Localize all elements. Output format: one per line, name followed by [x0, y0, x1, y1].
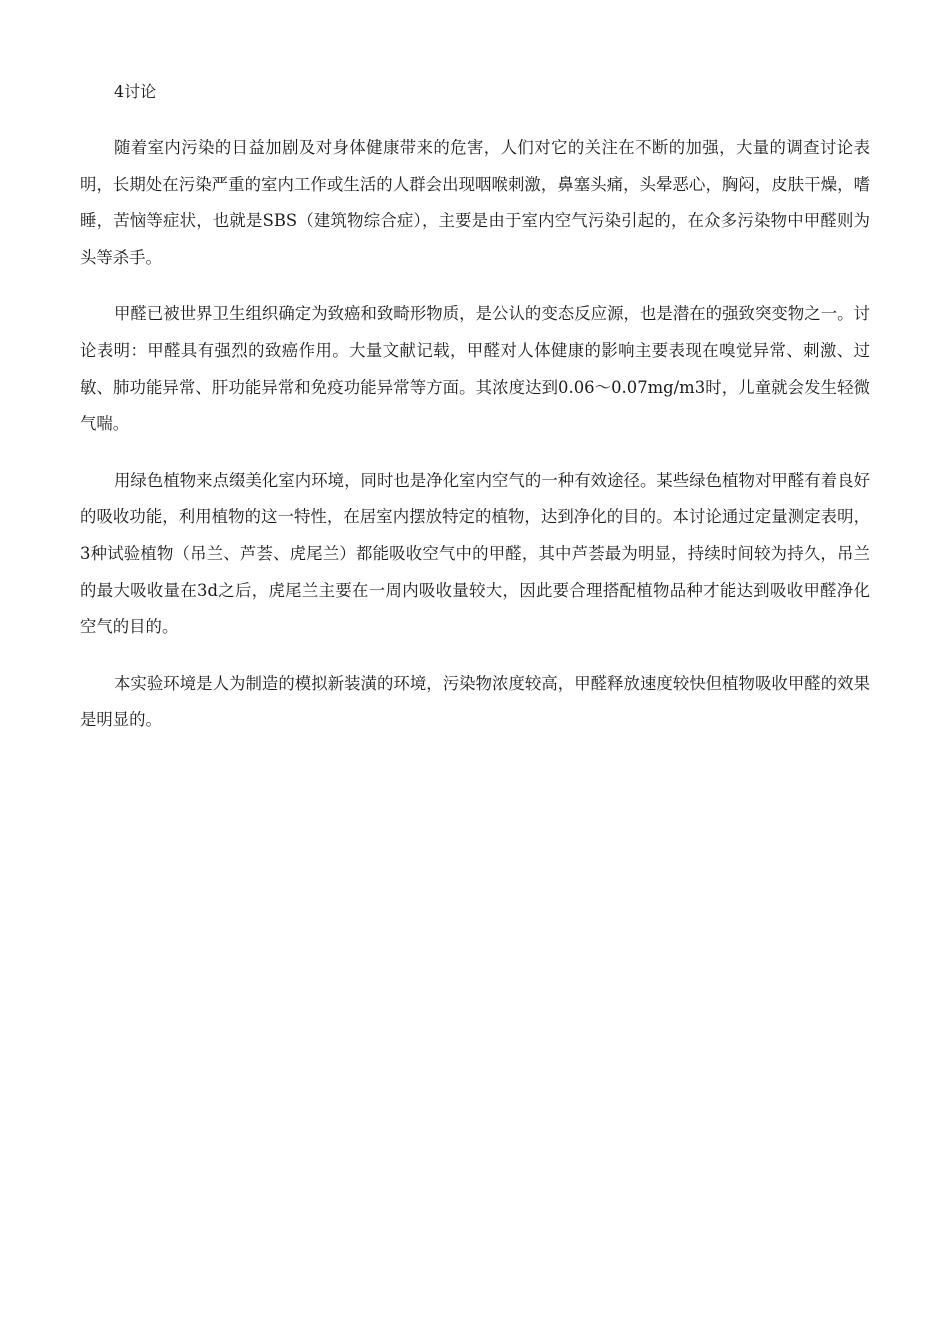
- document-page: [80, 74, 870, 759]
- paragraph-2: 甲醛已被世界卫生组织确定为致癌和致畸形物质，是公认的变态反应源，也是潜在的强致突变物之一。讨论表明：甲醛具有强烈的致癌作用。大量文献记载，甲醛对人体健康的影响主要表现在嗅觉异常、刺激、过敏、肺功能异常、肝功能异常和免疫功能异常等方面。其浓度达到0.06～0.07mg/m3时，儿童就会发生轻微气喘。: [80, 304, 870, 434]
- paragraph-3: 用绿色植物来点缀美化室内环境，同时也是净化室内空气的一种有效途径。某些绿色植物对甲醛有着良好的吸收功能，利用植物的这一特性，在居室内摆放特定的植物，达到净化的目的。本讨论通过定量测定表明，3种试验植物（吊兰、芦荟、虎尾兰）都能吸收空气中的甲醛，其中芦荟最为明显，持续时间较为持久，吊兰的最大吸收量在3d之后，虎尾兰主要在一周内吸收量较大，因此要合理搭配植物品种才能达到吸收甲醛净化空气的目的。: [80, 470, 870, 637]
- paragraph-1: 随着室内污染的日益加剧及对身体健康带来的危害，人们对它的关注在不断的加强，大量的调查讨论表明，长期处在污染严重的室内工作或生活的人群会出现咽喉刺激，鼻塞头痛，头晕恶心，胸闷，皮肤干燥，嗜睡，苦恼等症状，也就是SBS（建筑物综合症），主要是由于室内空气污染引起的，在众多污染物中甲醛则为头等杀手。: [80, 138, 870, 267]
- section-heading: 4讨论: [114, 82, 157, 101]
- paragraph-4: 本实验环境是人为制造的模拟新装潢的环境，污染物浓度较高，甲醛释放速度较快但植物吸收甲醛的效果是明显的。: [80, 673, 870, 730]
